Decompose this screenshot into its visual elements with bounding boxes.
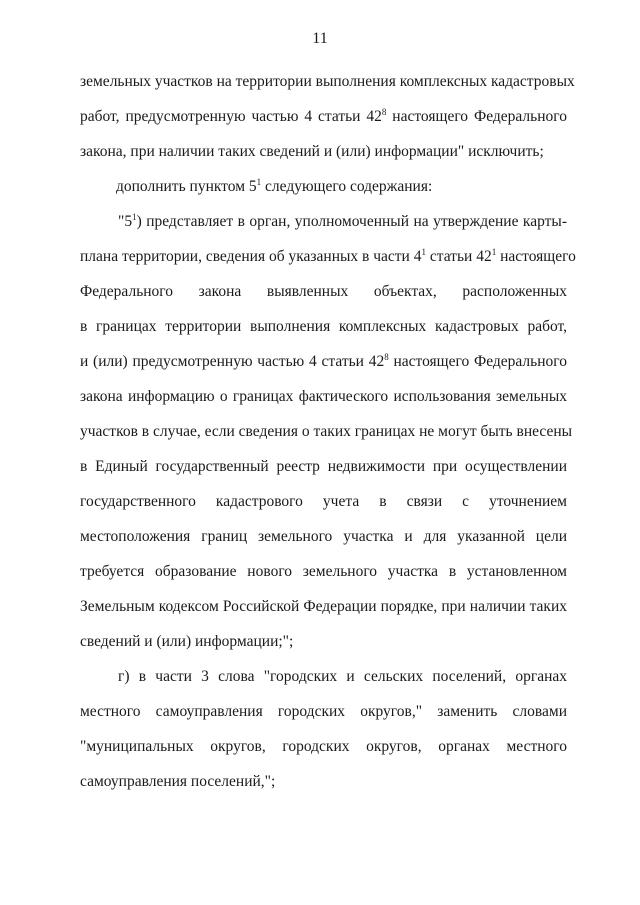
superscript: 1 xyxy=(256,177,262,187)
superscript: 1 xyxy=(132,212,137,222)
page-number: 11 xyxy=(312,30,328,47)
superscript: 1 xyxy=(421,247,426,257)
text-line: и (или) предусмотренную частью 4 статьи $42^8$ настоящего Федерального xyxy=(80,352,567,370)
text-line: требуется образование нового земельного участка в установленном xyxy=(80,563,567,580)
text-line: участков в случае, если сведения о таких границах не могут быть внесены xyxy=(80,423,573,440)
text-line: "муниципальных округов, городских округов, органах местного xyxy=(80,738,567,755)
text-line: самоуправления поселений,"; xyxy=(80,773,276,790)
text-line: местоположения границ земельного участка и для указанной цели xyxy=(80,528,567,545)
superscript: 8 xyxy=(384,352,389,362)
text-line: дополнить пунктом $5^1$ следующего содержания: xyxy=(116,177,433,195)
text-line: сведений и (или) информации;"; xyxy=(80,633,294,650)
text-line: государственного кадастрового учета в связи с уточнением xyxy=(80,493,567,510)
superscript: 8 xyxy=(381,107,387,117)
text-line: в Единый государственный реестр недвижимости при осуществлении xyxy=(80,458,567,475)
text-line: закона, при наличии таких сведений и (или) информации" исключить; xyxy=(80,143,544,160)
text-line: закона информацию о границах фактического использования земельных xyxy=(80,388,567,405)
text-line: плана территории, сведения об указанных в части $4^1$ статьи $42^1$ настоящего xyxy=(80,247,576,265)
text-line: земельных участков на территории выполнения комплексных кадастровых xyxy=(80,73,575,90)
text-line: г) в части 3 слова "городских и сельских поселений, органах xyxy=(118,668,567,685)
text-line: работ, предусмотренную частью 4 статьи $42^8$ настоящего Федерального xyxy=(80,107,567,125)
text-line: в границах территории выполнения комплексных кадастровых работ, xyxy=(80,318,567,335)
text-line: Федерального закона выявленных объектах, расположенных xyxy=(80,283,567,300)
superscript: 1 xyxy=(491,247,497,257)
text-line: местного самоуправления городских округов," заменить словами xyxy=(80,703,567,720)
text-line: "$5^1$) представляет в орган, уполномоченный на утверждение карты- xyxy=(118,212,567,230)
text-line: Земельным кодексом Российской Федерации порядке, при наличии таких xyxy=(80,598,567,615)
